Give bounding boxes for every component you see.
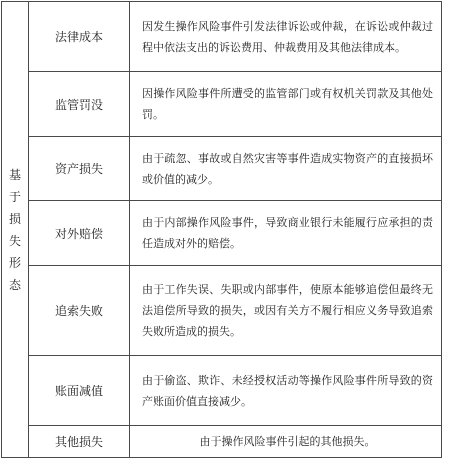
loss-type-description: 由于操作风险事件引起的其他损失。 xyxy=(130,426,442,458)
loss-type-description: 由于内部操作风险事件，导致商业银行未能履行应承担的责任造成对外的赔偿。 xyxy=(130,201,442,266)
loss-type-description: 由于工作失误、失职或内部事件，使原本能够追偿但最终无法追偿所导致的损失，或因有关方不履行相应义务导致追索失败所造成的损失。 xyxy=(130,266,442,356)
table-row xyxy=(2,72,442,137)
table-row xyxy=(2,266,442,356)
loss-type-name: 资产损失 xyxy=(29,137,130,201)
loss-type-name: 追索失败 xyxy=(29,266,130,356)
loss-type-description: 由于偷盗、欺诈、未经授权活动等操作风险事件所导致的资产账面价值直接减少。 xyxy=(130,356,442,426)
table-row xyxy=(2,356,442,426)
loss-type-name: 其他损失 xyxy=(29,426,130,458)
loss-type-description: 因操作风险事件所遭受的监管部门或有权机关罚款及其他处罚。 xyxy=(130,72,442,137)
table-row xyxy=(2,426,442,458)
loss-form-table xyxy=(1,1,442,458)
table-row xyxy=(2,201,442,266)
category-cell xyxy=(2,2,29,458)
loss-type-description: 由于疏忽、事故或自然灾害等事件造成实物资产的直接损坏或价值的减少。 xyxy=(130,137,442,201)
loss-type-name: 对外赔偿 xyxy=(29,201,130,266)
loss-type-name: 法律成本 xyxy=(29,2,130,72)
loss-type-name: 监管罚没 xyxy=(29,72,130,137)
loss-type-description: 因发生操作风险事件引发法律诉讼或仲裁，在诉讼或仲裁过程中依法支出的诉讼费用、仲裁费用及其他法律成本。 xyxy=(130,2,442,72)
category-label: 基于损失形态 xyxy=(8,167,21,292)
table-row xyxy=(2,137,442,201)
table-row xyxy=(2,2,442,72)
loss-type-name: 账面减值 xyxy=(29,356,130,426)
